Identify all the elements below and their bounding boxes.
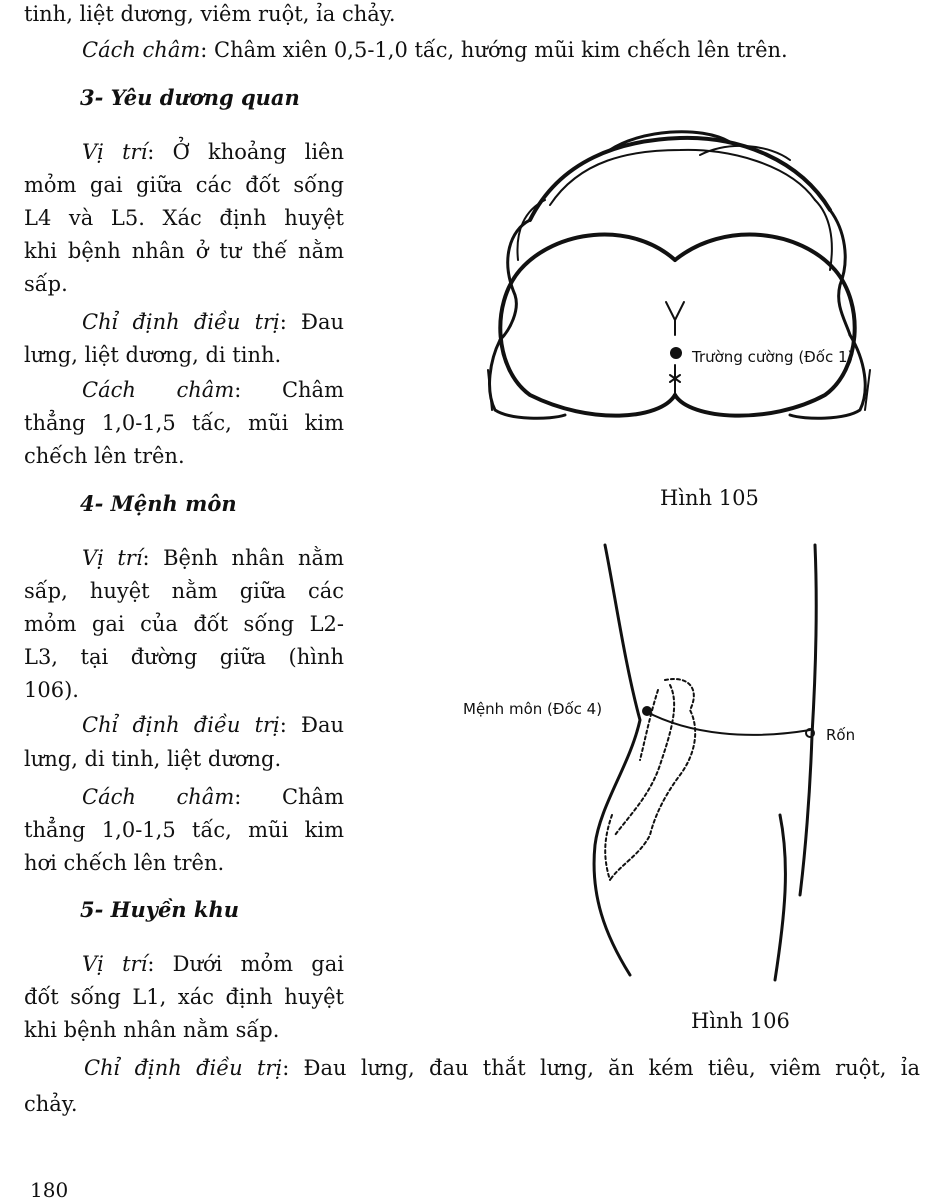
page-number: 180 [30,1178,69,1202]
chi-dinh-label: Chỉ định điều trị [82,713,280,737]
left-buttock [500,235,675,416]
text-line: chảy. [24,1092,78,1116]
figure-105-label: Trường cường (Đốc 1) [692,348,854,366]
text-line: mỏm gai của đốt sống L2- [24,612,344,636]
cach-cham-paragraph [82,38,788,62]
section-heading: 4- Mệnh môn [80,491,237,516]
text-span: : Châm [234,378,344,402]
text-line: lưng, di tinh, liệt dương. [24,747,282,771]
figure-106-label-left: Mệnh môn (Đốc 4) [463,700,603,718]
text-line: tinh, liệt dương, viêm ruột, ỉa chảy. [24,2,396,26]
figure-106-label-right: Rốn [826,726,856,744]
text-span: : Đau lưng, đau thắt lưng, ăn kém tiêu, viêm ruột, ỉa [282,1056,920,1080]
figure-106-illustration [570,535,850,995]
text-line [82,546,344,570]
text-line [82,310,344,334]
cach-cham-label: Cách châm [82,378,235,402]
text-line: khi bệnh nhân nằm sấp. [24,1018,280,1042]
text-line: thẳng 1,0-1,5 tấc, mũi kim [24,411,344,435]
text-span: : Đau [279,310,345,334]
text-line: khi bệnh nhân ở tư thế nằm [24,239,344,263]
text-line: chếch lên trên. [24,444,185,468]
sacral-mark [666,302,684,335]
text-line [82,785,344,809]
text-span: : Đau [279,713,345,737]
text-line [82,140,344,164]
figure-105-caption: Hình 105 [660,486,759,510]
text-line: hơi chếch lên trên. [24,851,225,875]
cach-cham-label: Cách châm [82,785,235,809]
text-line: mỏm gai giữa các đốt sống [24,173,344,197]
vi-tri-label: Vị trí [82,546,143,570]
text-line: thẳng 1,0-1,5 tấc, mũi kim [24,818,344,842]
text-span: : Châm [234,785,344,809]
text-line [82,952,344,976]
text-line [82,713,344,737]
right-buttock [675,235,855,416]
text-line: L3, tại đường giữa (hình [24,645,344,669]
text-line: sấp, huyệt nằm giữa các [24,579,344,603]
chi-dinh-label: Chỉ định điều trị [84,1056,283,1080]
text-line [84,1056,920,1080]
text-line: sấp. [24,272,68,296]
right-arm-outline [830,210,850,335]
text-line: đốt sống L1, xác định huyệt [24,985,344,1009]
acupoint-marker [642,706,652,716]
section-heading: 3- Yêu dương quan [80,85,300,110]
text-line: lưng, liệt dương, di tinh. [24,343,282,367]
back-outline [594,545,640,975]
figure-105-illustration [470,120,890,430]
text-line: L4 và L5. Xác định huyệt [24,206,344,230]
acupoint-marker [670,347,682,359]
vi-tri-label: Vị trí [82,140,148,164]
cach-cham-label: Cách châm [82,38,201,62]
text-span: : Dưới mỏm gai [147,952,344,976]
chi-dinh-label: Chỉ định điều trị [82,310,280,334]
section-heading: 5- Huyền khu [80,897,239,922]
text-line: 106). [24,678,79,702]
vi-tri-label: Vị trí [82,952,148,976]
text-span: : Bệnh nhân nằm [142,546,344,570]
text-span: : Ở khoảng liên [147,140,344,164]
text-line [82,378,344,402]
figure-106-caption: Hình 106 [691,1009,790,1033]
cach-cham-text: : Châm xiên 0,5-1,0 tấc, hướng mũi kim chếch lên trên. [200,38,788,62]
front-outline [800,545,816,895]
